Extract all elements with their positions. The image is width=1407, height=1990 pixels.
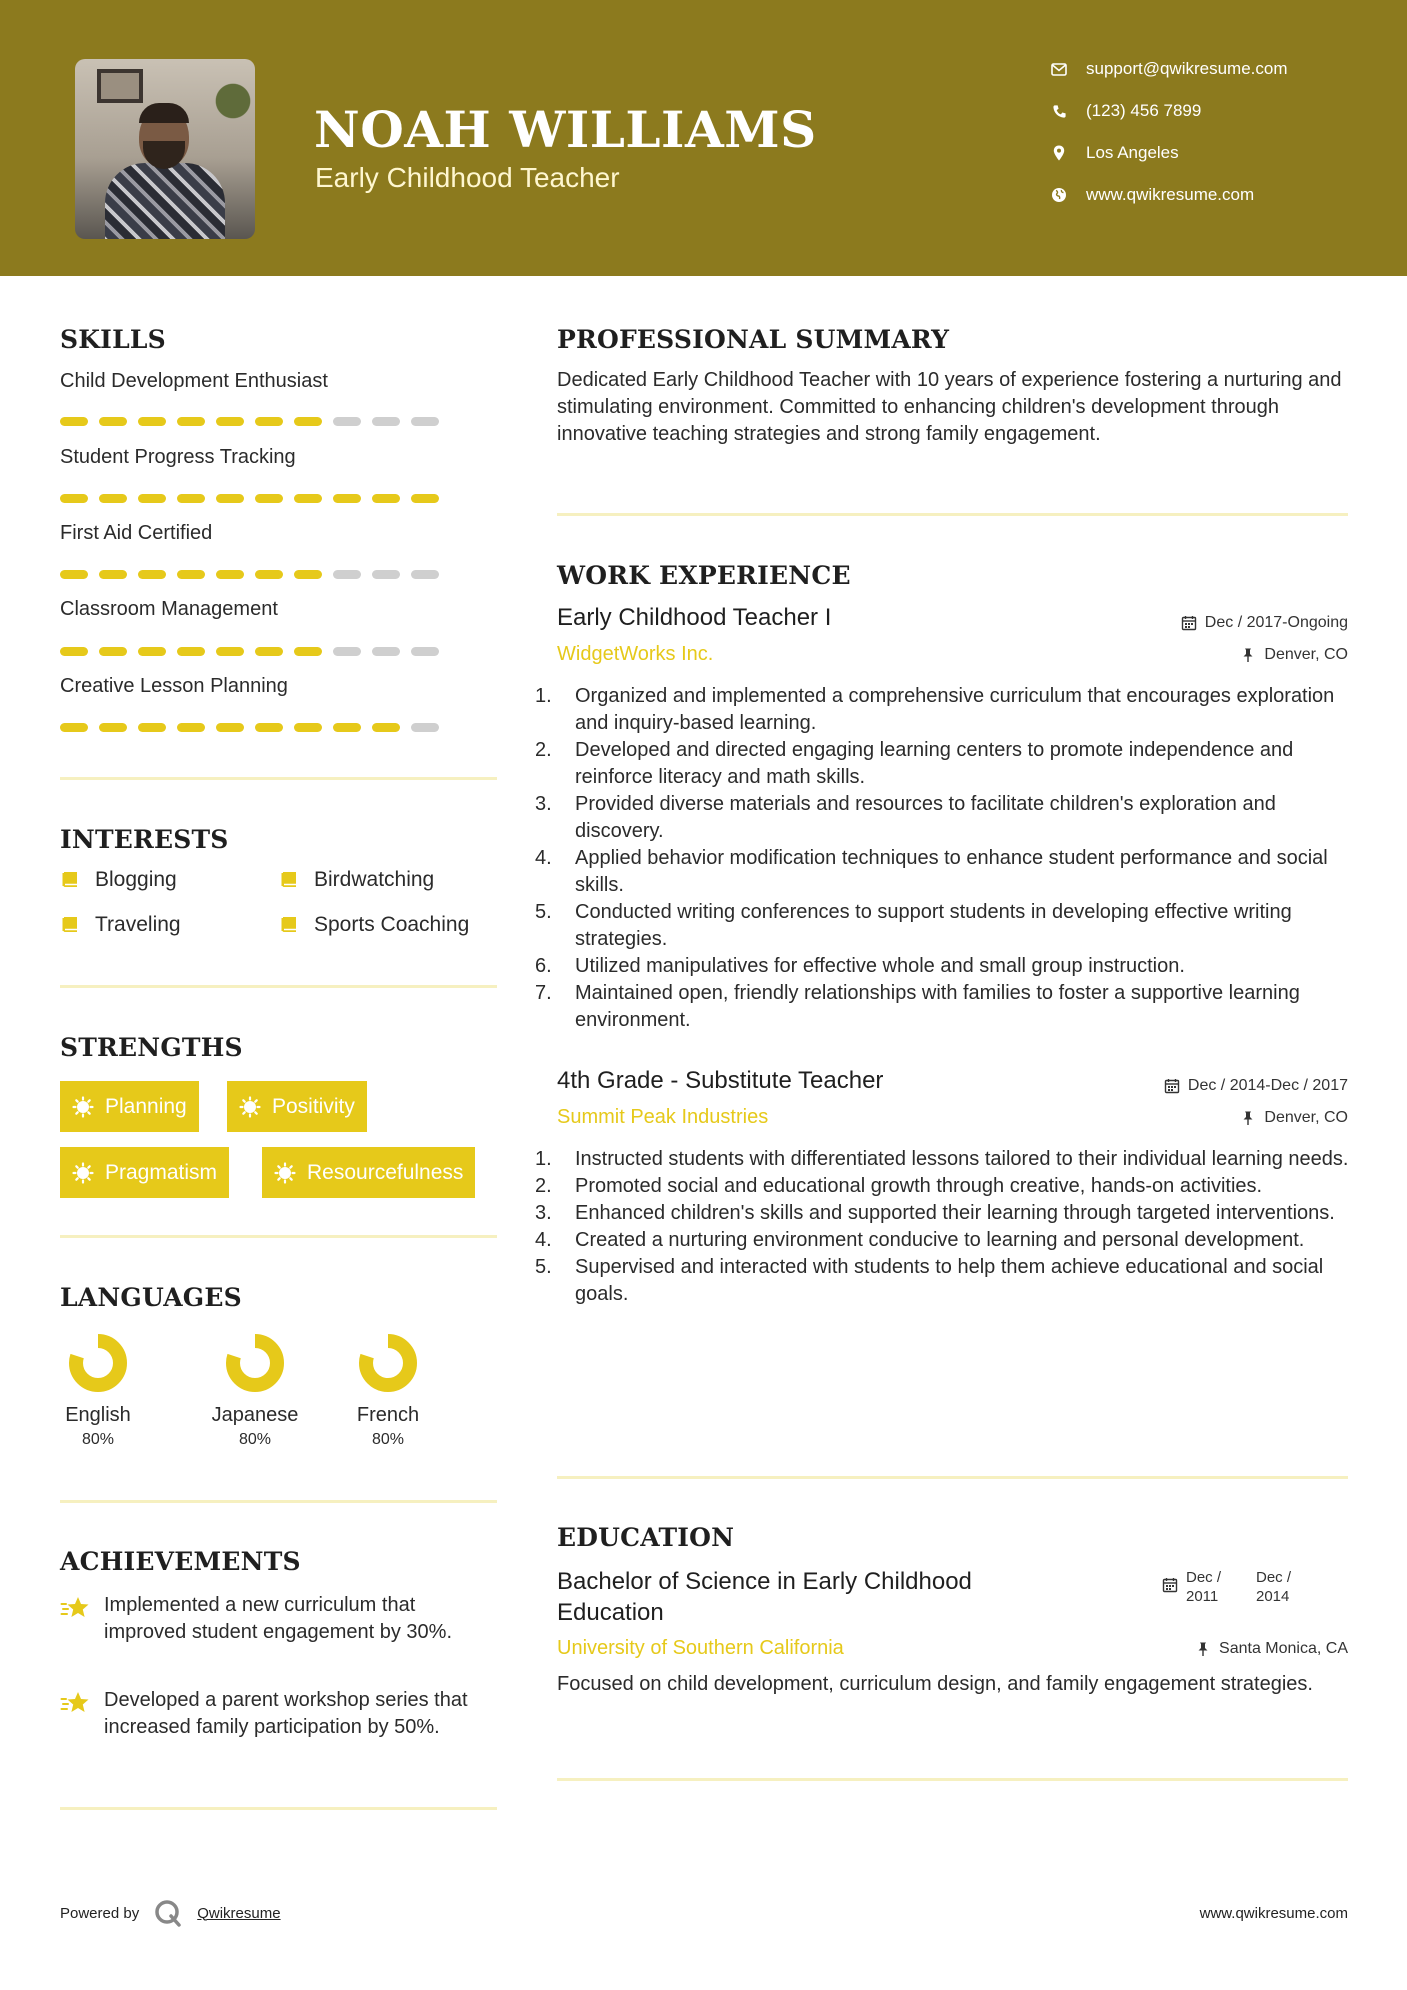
contact-location-text: Los Angeles bbox=[1086, 143, 1179, 162]
job-location bbox=[1240, 646, 1348, 664]
interest-label: Sports Coaching bbox=[314, 913, 470, 936]
sun-icon bbox=[72, 1096, 94, 1118]
skill-level-dash bbox=[216, 494, 244, 503]
school-name: University of Southern California bbox=[557, 1637, 844, 1659]
sun-icon bbox=[72, 1162, 94, 1184]
skill-level-dash bbox=[60, 417, 88, 426]
skill-level-dash bbox=[294, 647, 322, 656]
education-description: Focused on child development, curriculum design, and family engagement strategies. bbox=[557, 1673, 1313, 1695]
book-icon bbox=[279, 914, 301, 936]
summary-text: Dedicated Early Childhood Teacher with 10 years of experience fostering a nurturing and stimulating environment. Committed to enhancing children's development through innovative teaching strategies and strong family engagement. bbox=[557, 369, 1342, 445]
job-dates bbox=[1181, 614, 1348, 632]
star-icon bbox=[60, 1689, 92, 1717]
job-bullet: 7. Maintained open, friendly relationships with families to foster a supportive learning environment. bbox=[535, 982, 1300, 1031]
skill-level-dash bbox=[333, 570, 361, 579]
interest-label: Birdwatching bbox=[314, 868, 435, 891]
interest-item bbox=[279, 913, 469, 937]
resume-header bbox=[0, 0, 1407, 276]
education-location-text: Santa Monica, CA bbox=[1219, 1640, 1348, 1657]
section-divider bbox=[557, 1778, 1348, 1781]
skill-level-dash bbox=[60, 494, 88, 503]
skill-level-dash bbox=[216, 723, 244, 732]
language-item bbox=[328, 1331, 448, 1449]
skill-rating bbox=[60, 570, 439, 579]
job-dates-text: Dec / 2017-Ongoing bbox=[1204, 614, 1348, 631]
calendar-icon bbox=[1164, 1078, 1180, 1094]
strength-label: Positivity bbox=[272, 1094, 355, 1118]
job-location-text: Denver, CO bbox=[1264, 1109, 1348, 1126]
skill-level-dash bbox=[177, 417, 205, 426]
book-icon bbox=[60, 869, 82, 891]
skill-level-dash bbox=[255, 647, 283, 656]
summary-title: PROFESSIONAL SUMMARY bbox=[557, 325, 950, 354]
skill-name: Child Development Enthusiast bbox=[60, 370, 328, 392]
interests-title: INTERESTS bbox=[60, 825, 229, 854]
job-bullet: 2. Developed and directed engaging learning centers to promote independence and reinforce literacy and math skills. bbox=[535, 739, 1294, 788]
achievements-title: ACHIEVEMENTS bbox=[60, 1547, 301, 1576]
powered-by-text: Powered by bbox=[60, 1904, 140, 1922]
pushpin-icon bbox=[1195, 1641, 1211, 1657]
skills-title: SKILLS bbox=[60, 325, 166, 354]
language-progress-ring bbox=[223, 1331, 287, 1395]
book-icon bbox=[60, 914, 82, 936]
skill-level-dash bbox=[60, 723, 88, 732]
education-title: EDUCATION bbox=[557, 1523, 735, 1552]
skill-level-dash bbox=[138, 647, 166, 656]
section-divider bbox=[60, 1500, 497, 1503]
strength-badge bbox=[60, 1081, 199, 1132]
contact-location bbox=[1050, 142, 1179, 164]
skill-rating bbox=[60, 647, 439, 656]
skill-level-dash bbox=[177, 647, 205, 656]
interest-label: Traveling bbox=[95, 913, 181, 936]
interest-label: Blogging bbox=[95, 868, 177, 891]
qwikresume-link[interactable]: Qwikresume bbox=[197, 1904, 281, 1922]
profile-photo bbox=[75, 59, 255, 239]
skill-level-dash bbox=[333, 417, 361, 426]
education-start-date: Dec / 2011 bbox=[1186, 1569, 1222, 1605]
section-divider bbox=[60, 1807, 497, 1810]
phone-icon bbox=[1050, 102, 1068, 120]
strength-label: Planning bbox=[105, 1094, 187, 1118]
strength-label: Resourcefulness bbox=[307, 1160, 464, 1184]
skill-level-dash bbox=[372, 494, 400, 503]
skill-rating bbox=[60, 417, 439, 426]
skill-name: Creative Lesson Planning bbox=[60, 675, 288, 697]
footer-website[interactable]: www.qwikresume.com bbox=[1199, 1905, 1348, 1922]
language-progress-ring bbox=[66, 1331, 130, 1395]
skill-level-dash bbox=[294, 494, 322, 503]
contact-email-text: support@qwikresume.com bbox=[1086, 59, 1288, 78]
skill-level-dash bbox=[294, 723, 322, 732]
contact-phone-text: (123) 456 7899 bbox=[1086, 101, 1202, 120]
calendar-icon bbox=[1162, 1577, 1178, 1593]
book-icon bbox=[279, 869, 301, 891]
skill-level-dash bbox=[255, 723, 283, 732]
contact-email[interactable] bbox=[1050, 58, 1288, 80]
strengths-title: STRENGTHS bbox=[60, 1033, 243, 1062]
achievement-item bbox=[60, 1592, 500, 1646]
skill-level-dash bbox=[99, 417, 127, 426]
education-location bbox=[1195, 1640, 1348, 1658]
skill-name: Classroom Management bbox=[60, 598, 278, 620]
candidate-role: Early Childhood Teacher bbox=[315, 162, 620, 193]
section-divider bbox=[557, 1476, 1348, 1479]
job-bullet: 3. Provided diverse materials and resources to facilitate children's exploration and discovery. bbox=[535, 793, 1276, 842]
job-bullet: 4. Applied behavior modification techniques to enhance student performance and social skills. bbox=[535, 847, 1328, 896]
job-title: 4th Grade - Substitute Teacher bbox=[557, 1067, 884, 1094]
job-bullet: 3. Enhanced children's skills and supported their learning through targeted interventions. bbox=[535, 1202, 1335, 1224]
skill-level-dash bbox=[60, 647, 88, 656]
skill-name: Student Progress Tracking bbox=[60, 446, 296, 468]
achievement-text: Developed a parent workshop series that increased family participation by 50%. bbox=[104, 1689, 468, 1738]
skill-level-dash bbox=[177, 723, 205, 732]
skill-level-dash bbox=[372, 723, 400, 732]
skill-level-dash bbox=[99, 570, 127, 579]
skill-level-dash bbox=[411, 723, 439, 732]
section-divider bbox=[60, 985, 497, 988]
job-location bbox=[1240, 1109, 1348, 1127]
language-percent: 80% bbox=[81, 1431, 115, 1448]
sun-icon bbox=[274, 1162, 296, 1184]
language-percent: 80% bbox=[371, 1431, 405, 1448]
interest-item bbox=[279, 868, 434, 892]
calendar-icon bbox=[1181, 615, 1197, 631]
degree-title: Bachelor of Science in Early Childhood Education bbox=[557, 1568, 972, 1626]
language-item bbox=[195, 1331, 315, 1449]
company-name: WidgetWorks Inc. bbox=[557, 643, 714, 665]
language-name: English bbox=[65, 1404, 131, 1426]
job-bullet: 5. Conducted writing conferences to support students in developing effective writing strategies. bbox=[535, 901, 1292, 950]
job-dates bbox=[1164, 1077, 1348, 1095]
job-bullet: 6. Utilized manipulatives for effective whole and small group instruction. bbox=[535, 955, 1185, 977]
job-bullet: 2. Promoted social and educational growth through creative, hands-on activities. bbox=[535, 1175, 1263, 1197]
skill-level-dash bbox=[216, 570, 244, 579]
job-dates-text: Dec / 2014-Dec / 2017 bbox=[1187, 1077, 1348, 1094]
strength-badge bbox=[262, 1147, 475, 1198]
job-bullet: 5. Supervised and interacted with students to help them achieve educational and social goals. bbox=[535, 1256, 1324, 1305]
contact-phone[interactable] bbox=[1050, 100, 1201, 122]
languages-title: LANGUAGES bbox=[60, 1283, 242, 1312]
skill-level-dash bbox=[294, 570, 322, 579]
skill-level-dash bbox=[138, 723, 166, 732]
strength-badge bbox=[60, 1147, 229, 1198]
skill-level-dash bbox=[99, 723, 127, 732]
candidate-name: NOAH WILLIAMS bbox=[314, 100, 817, 159]
skill-level-dash bbox=[99, 647, 127, 656]
skill-level-dash bbox=[333, 494, 361, 503]
section-divider bbox=[60, 1235, 497, 1238]
education-dates bbox=[1162, 1568, 1326, 1606]
interest-item bbox=[60, 868, 177, 892]
skill-level-dash bbox=[99, 494, 127, 503]
section-divider bbox=[557, 513, 1348, 516]
footer-powered-by bbox=[60, 1898, 281, 1928]
job-title: Early Childhood Teacher I bbox=[557, 604, 832, 631]
skill-level-dash bbox=[372, 570, 400, 579]
pushpin-icon bbox=[1240, 647, 1256, 663]
qwikresume-logo-icon bbox=[153, 1898, 183, 1928]
job-location-text: Denver, CO bbox=[1264, 646, 1348, 663]
company-name: Summit Peak Industries bbox=[557, 1106, 769, 1128]
job-bullet: 1. Instructed students with differentiated lessons tailored to their individual learning needs. bbox=[535, 1148, 1349, 1170]
skill-rating bbox=[60, 494, 439, 503]
skill-level-dash bbox=[60, 570, 88, 579]
contact-website-text: www.qwikresume.com bbox=[1086, 185, 1255, 204]
location-pin-icon bbox=[1050, 144, 1068, 162]
skill-level-dash bbox=[372, 417, 400, 426]
skill-level-dash bbox=[333, 647, 361, 656]
language-percent: 80% bbox=[238, 1431, 272, 1448]
pushpin-icon bbox=[1240, 1110, 1256, 1126]
job-bullets bbox=[535, 683, 1357, 1034]
skill-level-dash bbox=[411, 647, 439, 656]
skill-level-dash bbox=[177, 494, 205, 503]
experience-title: WORK EXPERIENCE bbox=[557, 561, 851, 590]
language-item bbox=[38, 1331, 158, 1449]
skill-level-dash bbox=[333, 723, 361, 732]
envelope-icon bbox=[1050, 60, 1068, 78]
skill-level-dash bbox=[411, 494, 439, 503]
interest-item bbox=[60, 913, 181, 937]
skill-rating bbox=[60, 723, 439, 732]
education-end-date: Dec / 2014 bbox=[1256, 1569, 1292, 1605]
skill-level-dash bbox=[255, 417, 283, 426]
globe-icon bbox=[1050, 186, 1068, 204]
job-bullet: 4. Created a nurturing environment conducive to learning and personal development. bbox=[535, 1229, 1305, 1251]
language-name: French bbox=[356, 1404, 420, 1426]
language-name: Japanese bbox=[211, 1404, 299, 1426]
skill-level-dash bbox=[294, 417, 322, 426]
skill-level-dash bbox=[411, 570, 439, 579]
skill-level-dash bbox=[216, 417, 244, 426]
sun-icon bbox=[239, 1096, 261, 1118]
contact-website[interactable] bbox=[1050, 184, 1254, 206]
skill-level-dash bbox=[255, 494, 283, 503]
achievement-text: Implemented a new curriculum that improved student engagement by 30%. bbox=[104, 1594, 452, 1643]
skill-level-dash bbox=[411, 417, 439, 426]
strength-badge bbox=[227, 1081, 367, 1132]
skill-level-dash bbox=[138, 494, 166, 503]
job-bullets bbox=[535, 1146, 1357, 1308]
achievement-item bbox=[60, 1687, 500, 1741]
language-progress-ring bbox=[356, 1331, 420, 1395]
skill-level-dash bbox=[216, 647, 244, 656]
skill-level-dash bbox=[177, 570, 205, 579]
job-bullet: 1. Organized and implemented a comprehensive curriculum that encourages exploration and inquiry-based learning. bbox=[535, 685, 1335, 734]
skill-level-dash bbox=[372, 647, 400, 656]
section-divider bbox=[60, 777, 497, 780]
strength-label: Pragmatism bbox=[105, 1160, 218, 1184]
skill-level-dash bbox=[138, 570, 166, 579]
star-icon bbox=[60, 1594, 92, 1622]
skill-name: First Aid Certified bbox=[60, 522, 213, 544]
skill-level-dash bbox=[138, 417, 166, 426]
skill-level-dash bbox=[255, 570, 283, 579]
